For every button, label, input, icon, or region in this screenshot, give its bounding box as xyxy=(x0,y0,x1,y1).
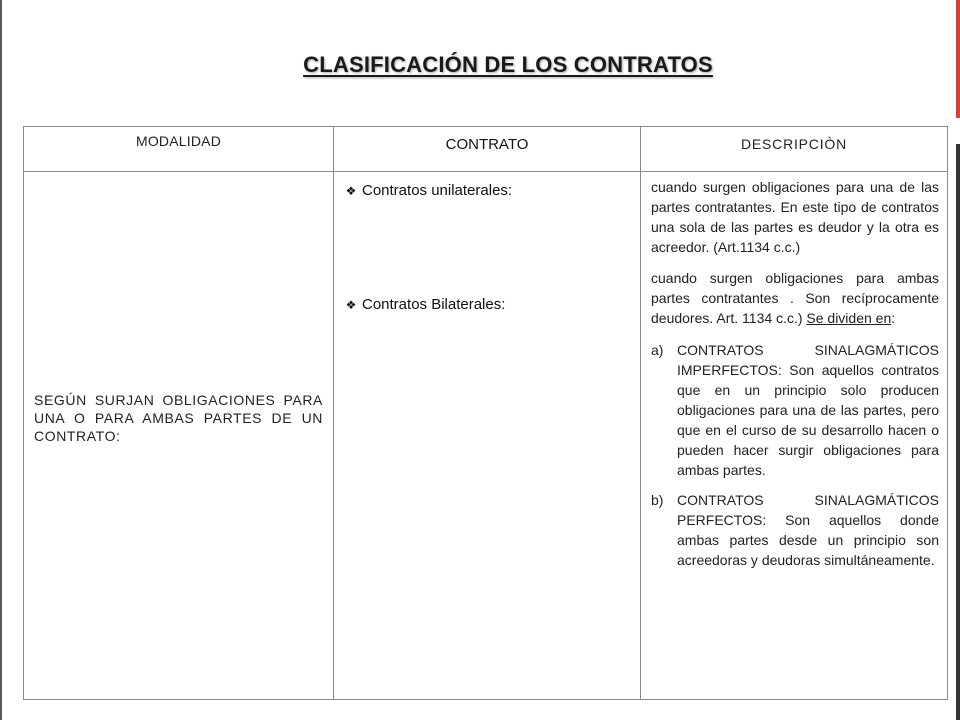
contrato-label-unilateral: Contratos unilaterales: xyxy=(362,182,513,199)
descripcion-bilateral-colon: : xyxy=(891,310,896,326)
descripcion-bilateral-text: cuando surgen obligaciones para ambas partes contratantes . Son recíprocamente deudores. Art. 1134 c.c.) xyxy=(651,270,939,326)
list-item-text: CONTRATOS SINALAGMÁTICOS IMPERFECTOS: Son aquellos contratos que en un principio solo producen obligaciones para una de las partes, pero que en el curso de su desarrollo hacen o pueden hacer surgir obligaciones para ambas partes. xyxy=(677,342,939,478)
list-item xyxy=(651,340,939,480)
subtype-list xyxy=(651,340,939,570)
descripcion-unilateral: cuando surgen obligaciones para una de las partes contratantes. En este tipo de contratos una sola de las partes es deudor y la otra es acreedor. (Art.1134 c.c.) xyxy=(651,179,939,255)
diamond-bullet-icon: ❖ xyxy=(345,298,357,312)
table-header-row xyxy=(24,127,948,172)
left-border-rule xyxy=(0,0,2,720)
contrato-cell xyxy=(334,172,641,700)
descripcion-cell xyxy=(641,172,948,700)
list-marker: b) xyxy=(651,492,664,508)
descripcion-bilateral xyxy=(651,268,939,328)
classification-table xyxy=(23,126,948,700)
right-accent-bar-dark xyxy=(956,144,960,720)
descripcion-bilateral-underlined: Se dividen en xyxy=(806,310,892,326)
list-marker: a) xyxy=(651,342,664,358)
modalidad-text: SEGÚN SURJAN OBLIGACIONES PARA UNA O PARA AMBAS PARTES DE UN CONTRATO: xyxy=(34,391,323,444)
list-item-text: CONTRATOS SINALAGMÁTICOS PERFECTOS: Son aquellos donde ambas partes desde un principio son acreedoras y deudoras simultáneamente. xyxy=(677,492,939,568)
header-contrato: CONTRATO xyxy=(334,127,641,172)
list-item xyxy=(651,490,939,570)
modalidad-cell xyxy=(24,172,334,700)
page-title: CLASIFICACIÓN DE LOS CONTRATOS xyxy=(303,52,713,77)
diamond-bullet-icon: ❖ xyxy=(345,184,357,198)
header-modalidad: MODALIDAD xyxy=(24,127,334,172)
header-descripcion: DESCRIPCIÒN xyxy=(641,127,948,172)
contrato-item-bilateral xyxy=(344,296,630,313)
table-row xyxy=(24,172,948,700)
contrato-label-bilateral: Contratos Bilaterales: xyxy=(362,296,506,313)
contrato-item-unilateral xyxy=(344,182,630,199)
